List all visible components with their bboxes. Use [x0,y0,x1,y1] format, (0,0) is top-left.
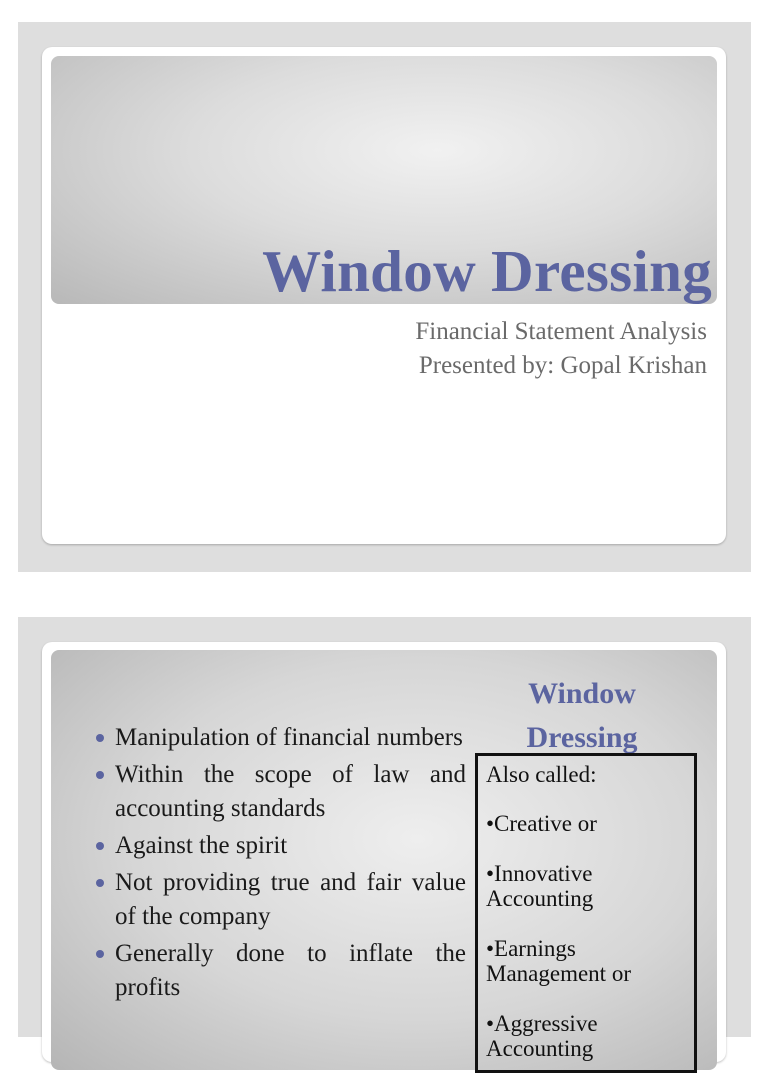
bullet-item [96,937,466,1005]
side-heading-line-1: Window [528,677,636,710]
bullet-dot-icon [96,950,104,958]
bullet-dot-icon [96,771,104,779]
box-item: •Earnings Management or [486,936,631,986]
bullet-item [96,758,466,826]
bullet-dot-icon [96,734,104,742]
box-item: •Aggressive Accounting [486,1011,598,1061]
bullet-dot-icon [96,842,104,850]
subtitle-line-1: Financial Statement Analysis [415,318,707,345]
bullet-item [96,829,466,863]
box-item: •Innovative Accounting [486,861,594,911]
side-heading-line-2: Dressing [526,721,638,754]
bullet-text: Not providing true and fair value of the company [115,869,466,930]
slide-title: Window Dressing [262,238,712,304]
bullet-list [96,721,466,1008]
bullet-text: Manipulation of financial numbers [115,724,463,751]
bullet-text: Within the scope of law and accounting standards [115,761,466,822]
side-heading [502,672,662,760]
slide-2-frame [18,617,751,1061]
bullet-text: Generally done to inflate the profits [115,940,466,1001]
box-item: •Creative or [486,811,597,836]
also-called-label: Also called: [486,762,597,787]
slide-subtitle [415,315,707,383]
bullet-dot-icon [96,879,104,887]
bullet-item [96,866,466,934]
bullet-text: Against the spirit [115,832,288,859]
slide-2 [42,642,726,1062]
bullet-item [96,721,466,755]
also-called-box [475,753,697,1073]
subtitle-line-2: Presented by: Gopal Krishan [418,352,707,379]
slide-1-frame [18,22,751,572]
slide-1 [42,47,726,544]
